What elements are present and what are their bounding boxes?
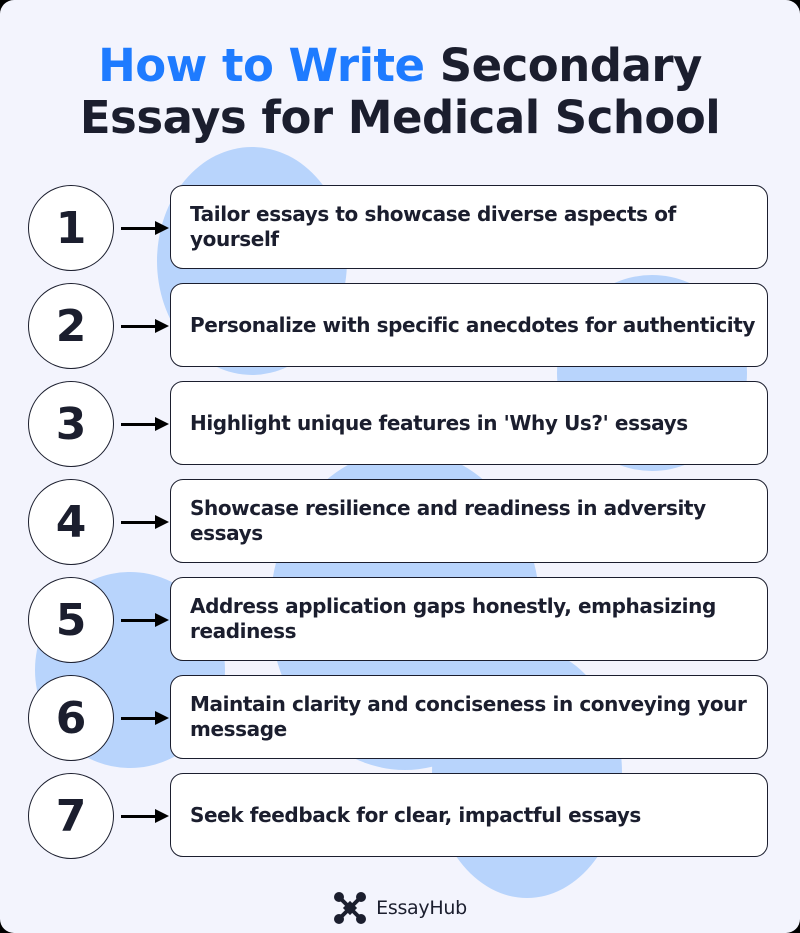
step-card xyxy=(170,479,768,563)
step-text: Maintain clarity and conciseness in conveying your message xyxy=(190,692,747,741)
page-title xyxy=(0,40,800,144)
step-card xyxy=(170,577,768,661)
arrow-right-icon xyxy=(121,619,169,623)
title-line2: Essays for Medical School xyxy=(79,91,721,144)
step-card xyxy=(170,675,768,759)
step-number: 6 xyxy=(28,675,114,761)
arrow-right-icon xyxy=(121,325,169,329)
arrow-right-icon xyxy=(121,815,169,819)
step-number: 5 xyxy=(28,577,114,663)
step-2 xyxy=(0,283,800,370)
step-number: 4 xyxy=(28,479,114,565)
step-number: 1 xyxy=(28,185,114,271)
title-accent: How to Write xyxy=(98,39,425,92)
arrow-right-icon xyxy=(121,521,169,525)
step-1 xyxy=(0,185,800,272)
step-3 xyxy=(0,381,800,468)
step-text: Personalize with specific anecdotes for authenticity xyxy=(190,312,756,337)
arrow-right-icon xyxy=(121,717,169,721)
step-text: Address application gaps honestly, emphasizing readiness xyxy=(190,594,716,643)
step-text: Tailor essays to showcase diverse aspects of yourself xyxy=(190,202,676,251)
brand-name: EssayHub xyxy=(376,897,467,919)
step-5 xyxy=(0,577,800,664)
arrow-right-icon xyxy=(121,423,169,427)
step-7 xyxy=(0,773,800,860)
step-card xyxy=(170,283,768,367)
step-number: 3 xyxy=(28,381,114,467)
step-4 xyxy=(0,479,800,566)
step-card xyxy=(170,185,768,269)
molecule-x-icon xyxy=(333,891,367,925)
step-6 xyxy=(0,675,800,762)
step-text: Seek feedback for clear, impactful essays xyxy=(190,802,641,827)
step-card xyxy=(170,381,768,465)
arrow-right-icon xyxy=(121,227,169,231)
step-number: 2 xyxy=(28,283,114,369)
step-card xyxy=(170,773,768,857)
brand-footer xyxy=(0,891,800,925)
step-text: Highlight unique features in 'Why Us?' essays xyxy=(190,410,688,435)
step-text: Showcase resilience and readiness in adversity essays xyxy=(190,496,706,545)
title-rest: Secondary xyxy=(424,39,702,92)
step-number: 7 xyxy=(28,773,114,859)
